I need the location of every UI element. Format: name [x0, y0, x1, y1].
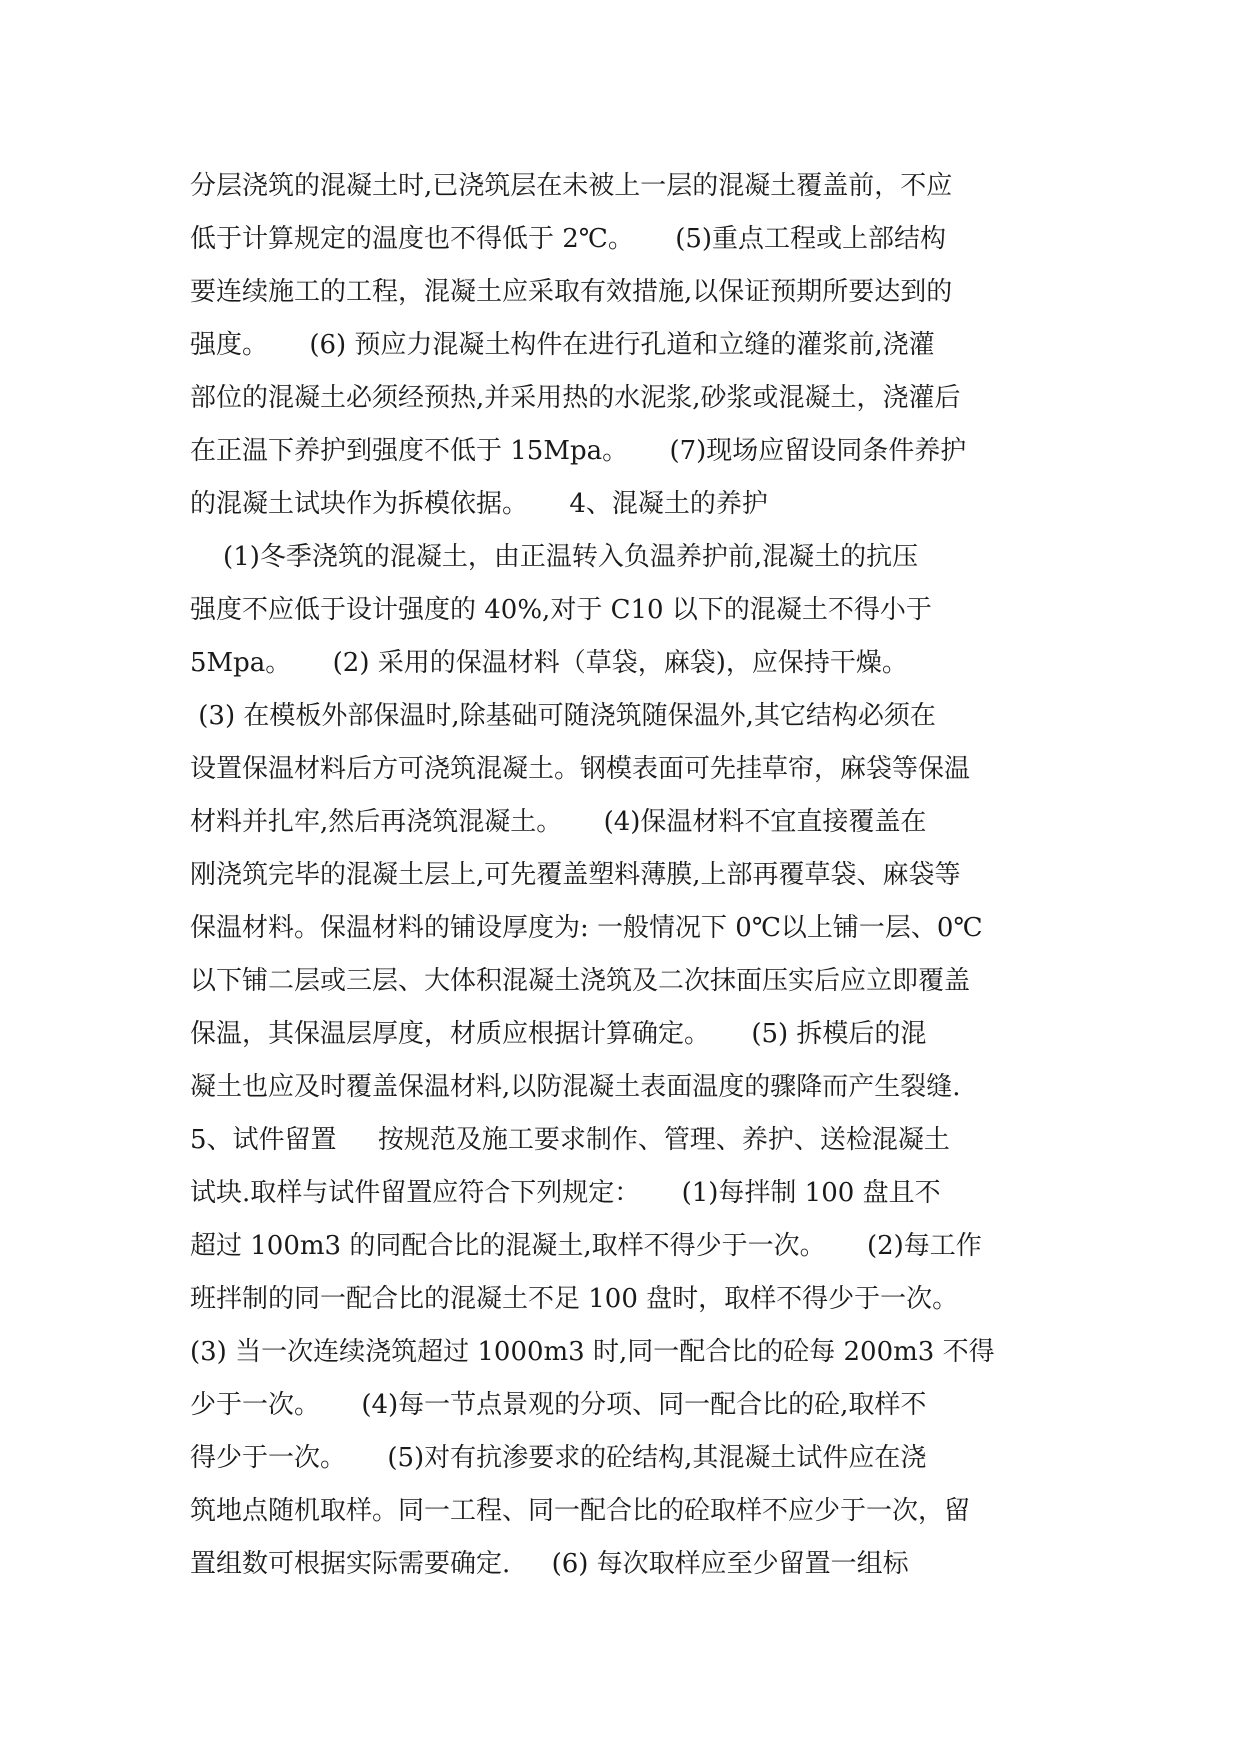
text-line: (1)冬季浇筑的混凝土，由正温转入负温养护前,混凝土的抗压: [190, 542, 919, 572]
text-line: 强度。 (6) 预应力混凝土构件在进行孔道和立缝的灌浆前,浇灌: [190, 330, 935, 360]
text-line: 分层浇筑的混凝土时,已浇筑层在未被上一层的混凝土覆盖前，不应: [190, 171, 953, 201]
text-line: 保温材料。保温材料的铺设厚度为: 一般情况下 0℃以上铺一层、0℃: [190, 913, 983, 943]
text-line: 得少于一次。 (5)对有抗渗要求的砼结构,其混凝土试件应在浇: [190, 1443, 927, 1473]
text-line: (3) 当一次连续浇筑超过 1000m3 时,同一配合比的砼每 200m3 不得: [190, 1337, 995, 1367]
text-line: 凝土也应及时覆盖保温材料,以防混凝土表面温度的骤降而产生裂缝.: [190, 1072, 961, 1102]
body-text: [190, 160, 1060, 1591]
text-line: 班拌制的同一配合比的混凝土不足 100 盘时，取样不得少于一次。: [190, 1284, 959, 1314]
text-line: 在正温下养护到强度不低于 15Mpa。 (7)现场应留设同条件养护: [190, 436, 967, 466]
text-line: 部位的混凝土必须经预热,并采用热的水泥浆,砂浆或混凝土，浇灌后: [190, 383, 961, 413]
text-line: 的混凝土试块作为拆模依据。 4、混凝土的养护: [190, 489, 768, 519]
text-line: 低于计算规定的温度也不得低于 2℃。 (5)重点工程或上部结构: [190, 224, 947, 254]
text-line: 5、试件留置 按规范及施工要求制作、管理、养护、送检混凝土: [190, 1125, 950, 1155]
text-line: 刚浇筑完毕的混凝土层上,可先覆盖塑料薄膜,上部再覆草袋、麻袋等: [190, 860, 961, 890]
text-line: 筑地点随机取样。同一工程、同一配合比的砼取样不应少于一次，留: [190, 1496, 971, 1526]
text-line: 材料并扎牢,然后再浇筑混凝土。 (4)保温材料不宜直接覆盖在: [190, 807, 927, 837]
text-line: 5Mpa。 (2) 采用的保温材料（草袋，麻袋)，应保持干燥。: [190, 648, 908, 678]
text-line: 设置保温材料后方可浇筑混凝土。钢模表面可先挂草帘，麻袋等保温: [190, 754, 971, 784]
text-line: 以下铺二层或三层、大体积混凝土浇筑及二次抹面压实后应立即覆盖: [190, 966, 971, 996]
text-line: 保温，其保温层厚度，材质应根据计算确定。 (5) 拆模后的混: [190, 1019, 927, 1049]
text-line: 要连续施工的工程，混凝土应采取有效措施,以保证预期所要达到的: [190, 277, 953, 307]
text-line: 强度不应低于设计强度的 40%,对于 C10 以下的混凝土不得小于: [190, 595, 932, 625]
text-line: 试块.取样与试件留置应符合下列规定： (1)每拌制 100 盘且不: [190, 1178, 941, 1208]
text-line: 超过 100m3 的同配合比的混凝土,取样不得少于一次。 (2)每工作: [190, 1231, 982, 1261]
text-line: 置组数可根据实际需要确定. (6) 每次取样应至少留置一组标: [190, 1549, 909, 1579]
text-line: 少于一次。 (4)每一节点景观的分项、同一配合比的砼,取样不: [190, 1390, 927, 1420]
text-line: (3) 在模板外部保温时,除基础可随浇筑随保温外,其它结构必须在: [190, 701, 936, 731]
